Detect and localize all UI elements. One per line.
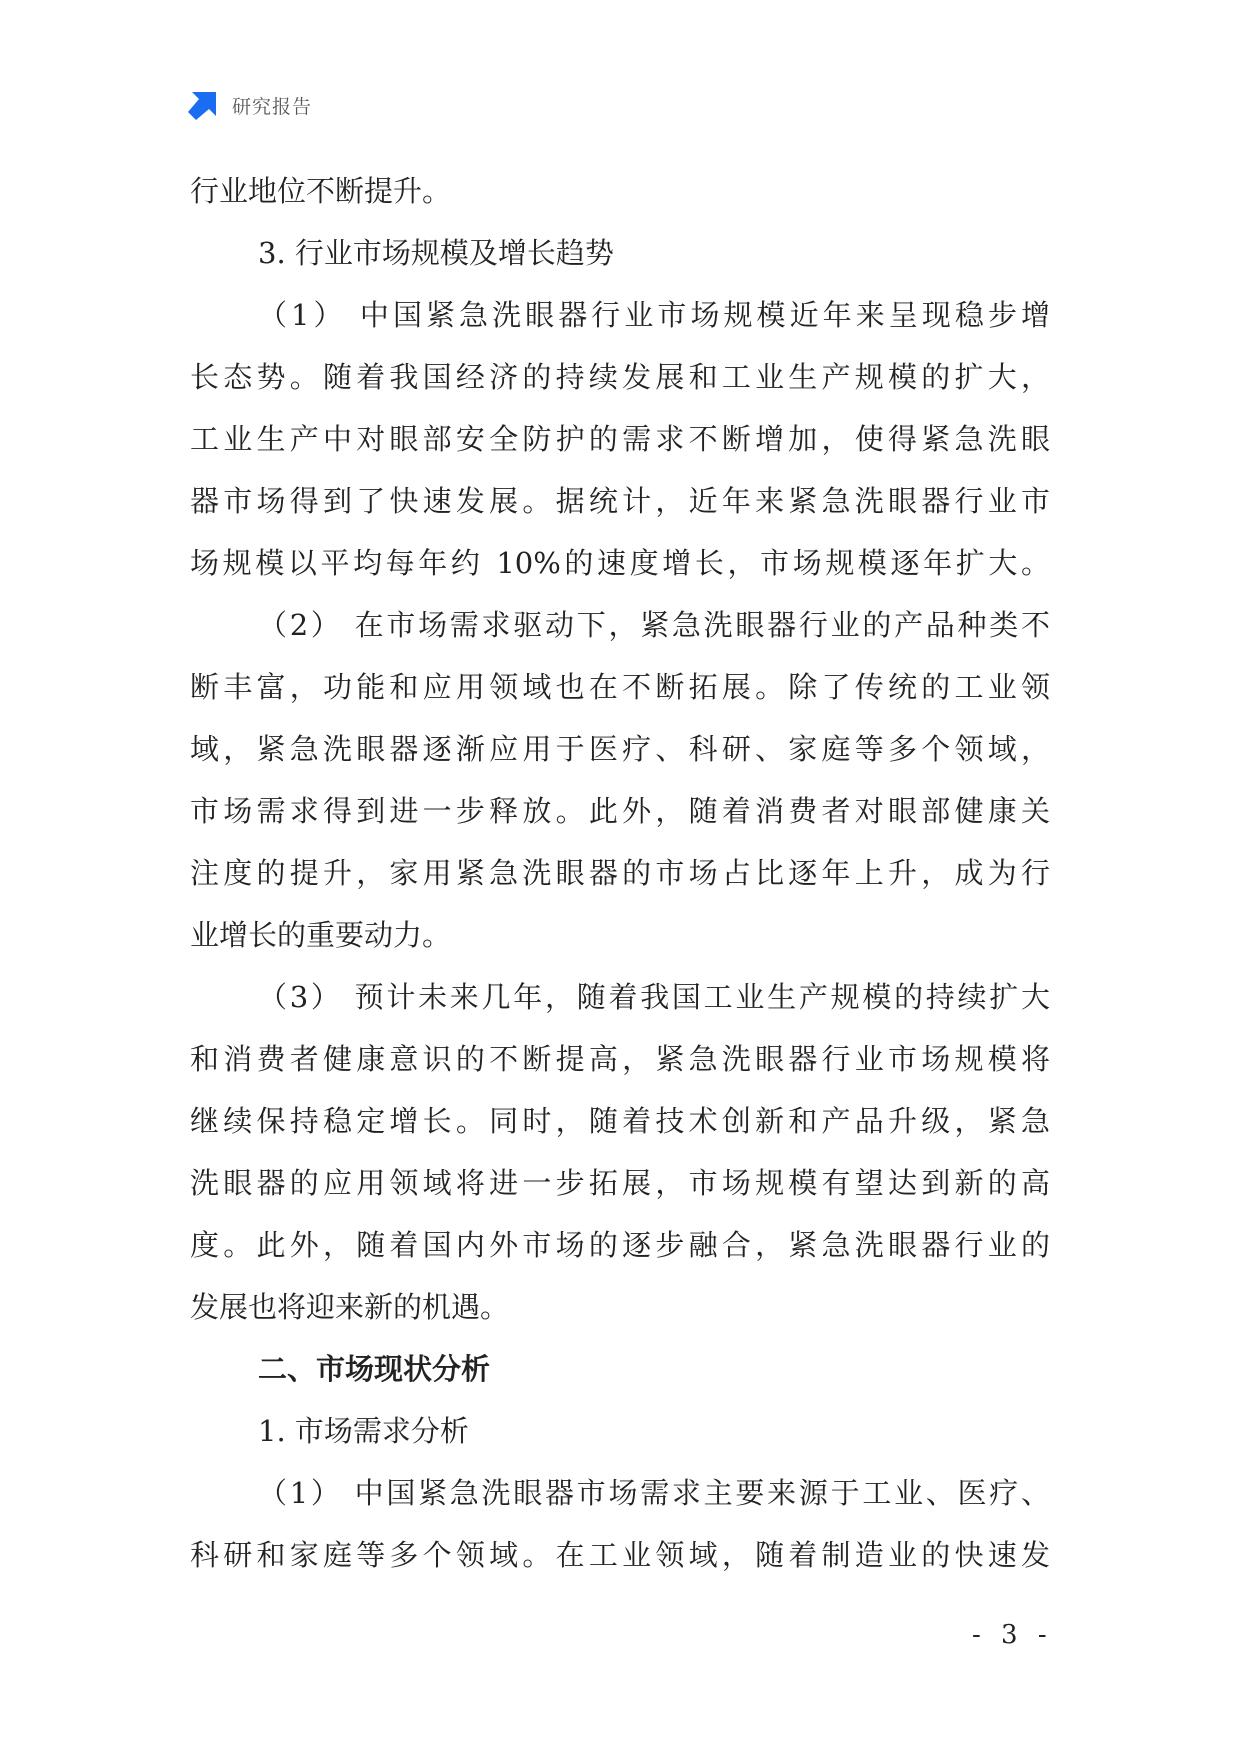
text-line: 度。此外，随着国内外市场的逐步融合，紧急洗眼器行业的	[190, 1228, 1050, 1262]
report-header	[188, 88, 312, 122]
section-heading: 1. 市场需求分析	[258, 1414, 469, 1448]
chapter-heading: 二、市场现状分析	[258, 1352, 491, 1386]
text-line: 行业地位不断提升。	[190, 174, 452, 208]
text-line: 和消费者健康意识的不断提高，紧急洗眼器行业市场规模将	[190, 1042, 1050, 1076]
document-body	[190, 160, 1050, 1586]
text-line: 注度的提升，家用紧急洗眼器的市场占比逐年上升，成为行	[190, 856, 1050, 890]
text-line: 业增长的重要动力。	[190, 918, 452, 952]
page-number: - 3 -	[972, 1620, 1053, 1650]
text-line: 场规模以平均每年约 10%的速度增长，市场规模逐年扩大。	[190, 546, 1050, 580]
text-line: （2） 在市场需求驱动下，紧急洗眼器行业的产品种类不	[258, 608, 1050, 642]
text-line: 长态势。随着我国经济的持续发展和工业生产规模的扩大，	[190, 360, 1050, 394]
text-line: 科研和家庭等多个领域。在工业领域，随着制造业的快速发	[190, 1538, 1050, 1572]
header-title: 研究报告	[232, 95, 313, 118]
text-line: 洗眼器的应用领域将进一步拓展，市场规模有望达到新的高	[190, 1166, 1050, 1200]
text-line: 断丰富，功能和应用领域也在不断拓展。除了传统的工业领	[190, 670, 1050, 704]
text-line: （3） 预计未来几年，随着我国工业生产规模的持续扩大	[258, 980, 1050, 1014]
text-line: 器市场得到了快速发展。据统计，近年来紧急洗眼器行业市	[190, 484, 1050, 518]
text-line: 域，紧急洗眼器逐渐应用于医疗、科研、家庭等多个领域，	[190, 732, 1050, 766]
text-line: 发展也将迎来新的机遇。	[190, 1290, 510, 1324]
text-line: （1） 中国紧急洗眼器行业市场规模近年来呈现稳步增	[258, 298, 1050, 332]
arrow-up-right-icon	[188, 90, 218, 120]
text-line: 工业生产中对眼部安全防护的需求不断增加，使得紧急洗眼	[190, 422, 1050, 456]
section-heading: 3. 行业市场规模及增长趋势	[258, 236, 614, 270]
text-line: （1） 中国紧急洗眼器市场需求主要来源于工业、医疗、	[258, 1476, 1050, 1510]
text-line: 市场需求得到进一步释放。此外，随着消费者对眼部健康关	[190, 794, 1050, 828]
text-line: 继续保持稳定增长。同时，随着技术创新和产品升级，紧急	[190, 1104, 1050, 1138]
